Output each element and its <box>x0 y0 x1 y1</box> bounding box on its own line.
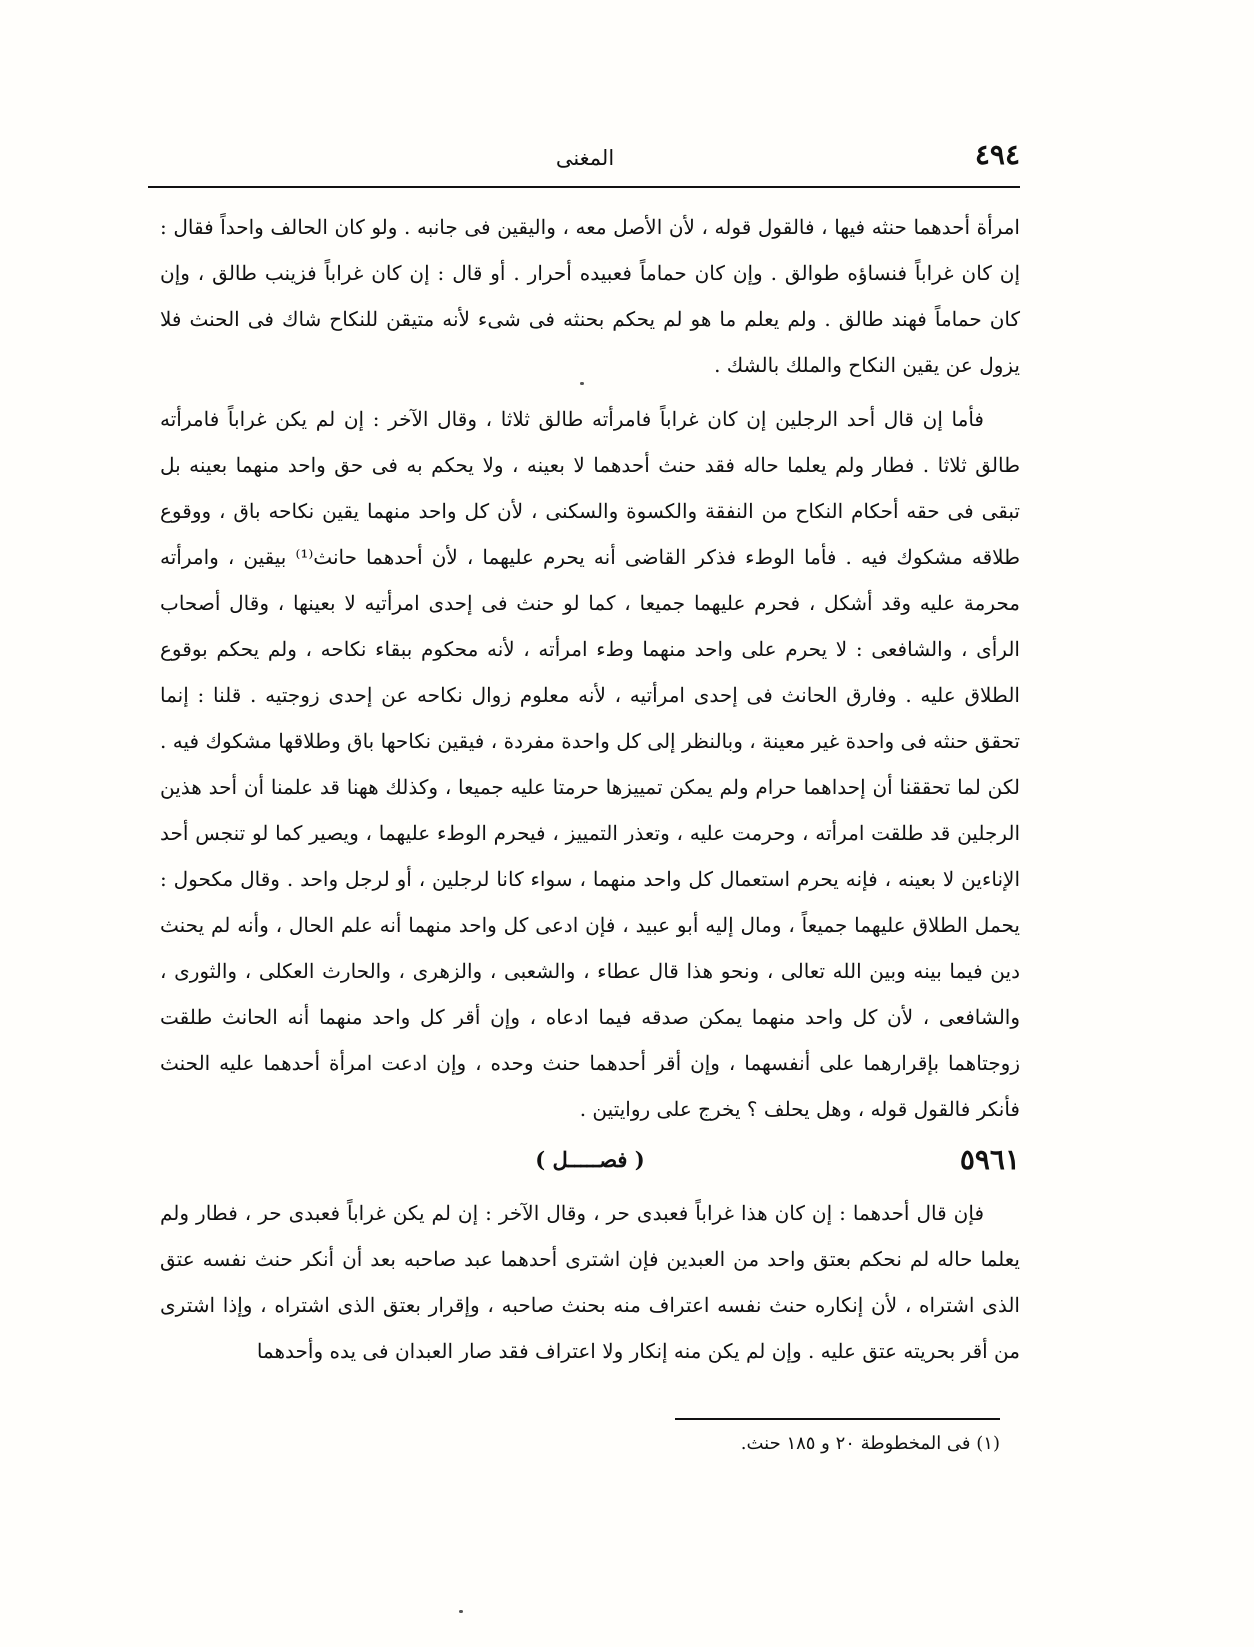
header-rule <box>148 186 1020 188</box>
paragraph-3: فإن قال أحدهما : إن كان هذا غراباً فعبدى حر ، وقال الآخر : إن لم يكن غراباً فعبدى حر ، فطار ولم يعلما حاله لم نحكم بعتق واحد من العبدين فإن اشترى أحدهما عبد صاحبه بعد أن أنكر حنث نفسه عتق الذى اشتراه ، لأن إنكاره حنث نفسه اعتراف منه بحنث صاحبه ، وإقرار بعتق الذى اشتراه ، وإذا اشترى من أقر بحريته عتق عليه . وإن لم يكن منه إنكار ولا اعتراف فقد صار العبدان فى يده وأحدهما <box>160 1201 1020 1363</box>
footnote: (١) فى المخطوطة ٢٠ و ١٨٥ حنث. <box>740 1433 1000 1454</box>
paragraph-2: فأما إن قال أحد الرجلين إن كان غراباً فامرأته طالق ثلاثا ، وقال الآخر : إن لم يكن غراباً فامرأته طالق ثلاثا . فطار ولم يعلما حاله فقد حنث أحدهما لا بعينه ، ولا يحكم به فى حق واحد منهما بعينه بل تبقى فى حقه أحكام النكاح من النفقة والكسوة والسكنى ، لأن كل واحد منهما يقين نكاحه باق ، ووقوع طلاقه مشكوك فيه . فأما الوطء فذكر القاضى أنه يحرم عليهما ، لأن أحدهما حانث⁽¹⁾ بيقين ، وامرأته محرمة عليه وقد أشكل ، فحرم عليهما جميعا ، كما لو حنث فى إحدى امرأتيه لا بعينها ، وقال أصحاب الرأى ، والشافعى : لا يحرم على واحد منهما وطء امرأته ، لأنه محكوم ببقاء نكاحه ، ولم يحكم بوقوع الطلاق عليه . وفارق الحانث فى إحدى امرأتيه ، لأنه معلوم زوال نكاحه عن إحدى زوجتيه . قلنا : إنما تحقق حنثه فى واحدة غير معينة ، وبالنظر إلى كل واحدة مفردة ، فيقين نكاحها باق وطلاقها مشكوك فيه . لكن لما تحققنا أن إحداهما حرام ولم يمكن تمييزها حرمتا عليه جميعا ، وكذلك ههنا قد علمنا أن أحد هذين الرجلين قد طلقت امرأته ، وحرمت عليه ، وتعذر التمييز ، فيحرم الوطء عليهما ، ويصير كما لو تنجس أحد الإناءين لا بعينه ، فإنه يحرم استعمال كل واحد منهما ، سواء كانا لرجلين ، أو لرجل واحد . وقال مكحول : يحمل الطلاق عليهما جميعاً ، ومال إليه أبو عبيد ، فإن ادعى كل واحد منهما أنه علم الحال ، وأنه لم يحنث دين فيما بينه وبين الله تعالى ، ونحو هذا قال عطاء ، والشعبى ، والزهرى ، والحارث العكلى ، والثورى ، والشافعى ، لأن كل واحد منهما يمكن صدقه فيما ادعاه ، وإن أقر كل واحد منهما أنه الحانث طلقت زوجتاهما بإقرارهما على أنفسهما ، وإن أقر أحدهما حنث وحده ، وإن ادعت امرأة أحدهما عليه الحنث فأنكر فالقول قوله ، وهل يحلف ؟ يخرج على روايتين . <box>160 407 1020 1121</box>
footnote-rule <box>675 1418 1000 1420</box>
section-heading-row <box>160 1136 1020 1186</box>
paragraph-1: امرأة أحدهما حنثه فيها ، فالقول قوله ، لأن الأصل معه ، واليقين فى جانبه . ولو كان الحالف واحداً فقال : إن كان غراباً فنساؤه طوالق . وإن كان حماماً فعبيده أحرار . أو قال : إن كان غراباً فزينب طالق ، وإن كان حماماً فهند طالق . ولم يعلم ما هو لم يحكم بحنثه فى شىء لأنه متيقن للنكاح شاك فى الحنث فلا يزول عن يقين النكاح والملك بالشك . <box>160 215 1020 377</box>
scan-dot-bottom <box>459 1610 463 1613</box>
main-text <box>160 204 1020 1374</box>
running-title: المغنى <box>555 146 615 170</box>
page-number: ٤٩٤ <box>974 138 1020 171</box>
page-header <box>150 138 1020 180</box>
section-heading: ( فصـــــل ) <box>535 1147 645 1172</box>
section-number: ٥٩٦١ <box>959 1143 1020 1176</box>
scan-dot-top <box>580 382 584 385</box>
